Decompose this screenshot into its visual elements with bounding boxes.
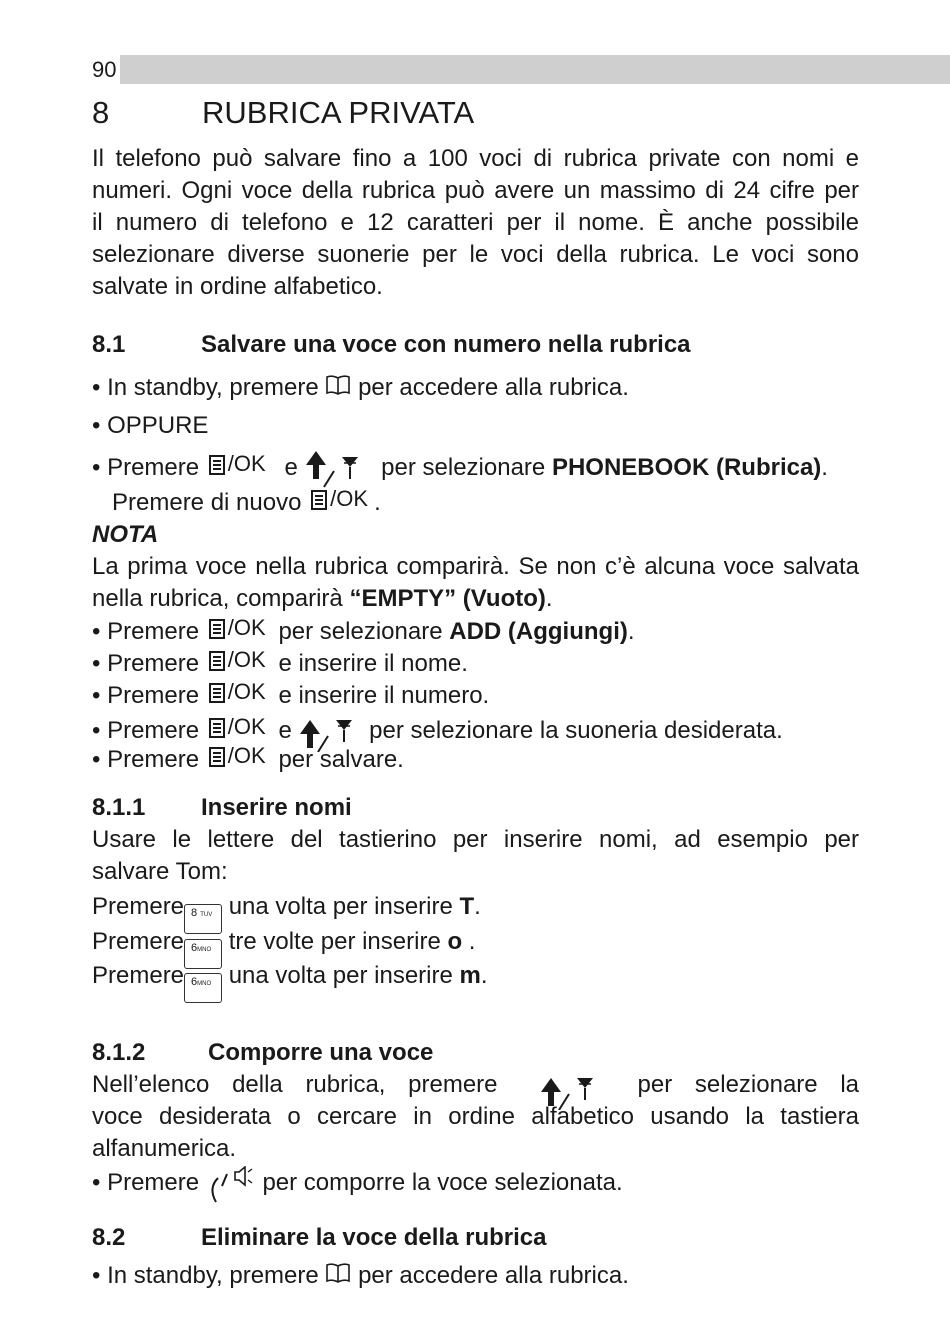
key-letters: TUV <box>200 912 213 918</box>
names-line-2: salvare Tom: <box>92 858 228 885</box>
step-name <box>92 648 468 679</box>
step-text: Premere <box>92 962 185 989</box>
bullet-text: • Premere <box>92 1169 200 1196</box>
page-number: 90 <box>92 57 117 82</box>
bullet-text: • Premere <box>92 746 200 773</box>
step-save <box>92 744 404 775</box>
note-text: nella rubrica, comparirà <box>92 585 343 612</box>
intro-line-2: numeri. Ogni voce della rubrica può avere un massimo di 24 cifre per <box>92 177 859 204</box>
menu-ok-icon <box>308 487 374 513</box>
subsection-number: 8.1.1 <box>92 794 146 821</box>
subsection-heading-8-1-1 <box>92 793 352 823</box>
bullet-text: • In standby, premere <box>92 374 319 401</box>
step-text: . <box>474 893 481 920</box>
ok-label: /OK <box>227 679 266 704</box>
menu-ok-icon <box>206 616 272 642</box>
bold-letter: m <box>459 962 481 989</box>
bullet-oppure: • OPPURE <box>92 412 209 439</box>
phonebook-icon <box>325 1261 351 1285</box>
dial-text: Nell’elenco della rubrica, premere <box>92 1071 498 1098</box>
ok-label: /OK <box>227 647 266 672</box>
subsection-number: 8.2 <box>92 1224 126 1251</box>
bold-term: “EMPTY” (Vuoto) <box>349 585 546 612</box>
note-line-2 <box>92 584 553 614</box>
talk-speaker-icon <box>206 1166 256 1206</box>
bullet-text: per selezionare la suoneria desiderata. <box>369 717 783 744</box>
step-add <box>92 616 635 647</box>
bullet-text: • Premere <box>92 682 200 709</box>
bullet-standby-delete <box>92 1261 629 1291</box>
bullet-standby <box>92 373 629 403</box>
key-number: 6 <box>191 942 198 954</box>
subsection-title: Comporre una voce <box>208 1039 434 1066</box>
names-line-1: Usare le lettere del tastierino per inserire nomi, ad esempio per <box>92 826 859 853</box>
key-6-icon <box>184 973 222 1003</box>
subsection-heading-8-2 <box>92 1223 547 1253</box>
subsection-number: 8.1 <box>92 331 126 358</box>
phonebook-icon <box>325 373 351 397</box>
bullet-text: per selezionare <box>381 454 546 481</box>
header-bar <box>120 55 950 84</box>
subsection-number: 8.1.2 <box>92 1039 146 1066</box>
intro-line-1: Il telefono può salvare fino a 100 voci di rubrica private con nomi e <box>92 145 859 172</box>
bullet-text: e <box>278 717 292 744</box>
dial-line-2: voce desiderata o cercare in ordine alfabetico usando la tastiera <box>92 1103 859 1130</box>
bold-term: PHONEBOOK (Rubrica) <box>551 454 822 481</box>
subsection-title: Salvare una voce con numero nella rubrica <box>201 331 691 358</box>
step-text: . <box>480 962 488 989</box>
intro-line-5: salvate in ordine alfabetico. <box>92 273 383 300</box>
bullet-text: . <box>374 489 381 516</box>
bullet-dial <box>92 1166 623 1206</box>
bold-letter: T <box>459 893 475 920</box>
bold-letter: o <box>447 928 463 955</box>
key-letters: MNO <box>197 981 212 987</box>
bullet-text: per accedere alla rubrica. <box>358 374 629 401</box>
intro-line-4: selezionare diverse suonerie per le voci della rubrica. Le voci sono <box>92 241 859 268</box>
bullet-text: Premere di nuovo <box>112 489 302 516</box>
premere-di-nuovo <box>112 487 381 518</box>
bullet-text: • Premere <box>92 618 200 645</box>
ok-label: /OK <box>227 451 266 476</box>
bullet-text: per accedere alla rubrica. <box>358 1262 629 1289</box>
bullet-text: per comporre la voce selezionata. <box>262 1169 623 1196</box>
key-step-m <box>92 961 488 1003</box>
bullet-text: per salvare. <box>278 746 404 773</box>
key-number: 6 <box>191 976 198 988</box>
step-number <box>92 680 489 711</box>
dial-line-1 <box>92 1070 859 1100</box>
section-title: RUBRICA PRIVATA <box>202 95 475 130</box>
key-number: 8 <box>191 907 198 919</box>
subsection-heading-8-1 <box>92 330 691 360</box>
menu-ok-icon <box>206 680 272 706</box>
subsection-title: Inserire nomi <box>201 794 352 821</box>
note-line-1: La prima voce nella rubrica comparirà. Se non c’è alcuna voce salvata <box>92 553 859 580</box>
menu-ok-icon <box>206 744 272 770</box>
step-text: Premere <box>92 928 185 955</box>
subsection-title: Eliminare la voce della rubrica <box>201 1224 547 1251</box>
bullet-text: • Premere <box>92 717 200 744</box>
bullet-premere-phonebook <box>92 449 828 489</box>
step-text: Premere <box>92 893 185 920</box>
bullet-text: e inserire il nome. <box>278 650 468 677</box>
step-text: una volta per inserire <box>228 893 453 920</box>
step-text: . <box>462 928 476 955</box>
section-heading <box>92 95 475 130</box>
section-number: 8 <box>92 95 110 130</box>
menu-ok-icon <box>206 452 272 478</box>
ok-label: /OK <box>227 615 266 640</box>
subsection-heading-8-1-2 <box>92 1038 434 1068</box>
bullet-text: • Premere <box>92 454 200 481</box>
dial-line-3: alfanumerica. <box>92 1135 237 1162</box>
bold-term: ADD (Aggiungi) <box>449 618 628 645</box>
intro-line-3: il numero di telefono e 12 caratteri per il nome. È anche possibile <box>92 209 859 236</box>
note-label: NOTA <box>92 521 159 548</box>
step-text: una volta per inserire <box>228 962 453 989</box>
up-down-arrows-icon <box>304 449 368 489</box>
step-text: tre volte per inserire <box>228 928 441 955</box>
bullet-text: • Premere <box>92 650 200 677</box>
bullet-text: e <box>284 454 298 481</box>
bullet-text: . <box>627 618 635 645</box>
ok-label: /OK <box>227 743 266 768</box>
ok-label: /OK <box>227 714 266 739</box>
menu-ok-icon <box>206 648 272 674</box>
note-text: . <box>545 585 553 612</box>
dial-text: per selezionare la <box>637 1071 859 1098</box>
ok-label: /OK <box>330 486 369 511</box>
bullet-text: • In standby, premere <box>92 1262 319 1289</box>
key-letters: MNO <box>197 947 212 953</box>
bullet-text: per selezionare <box>278 618 443 645</box>
bullet-text: . <box>821 454 828 481</box>
bullet-text: e inserire il numero. <box>278 682 490 709</box>
menu-ok-icon <box>206 715 272 741</box>
